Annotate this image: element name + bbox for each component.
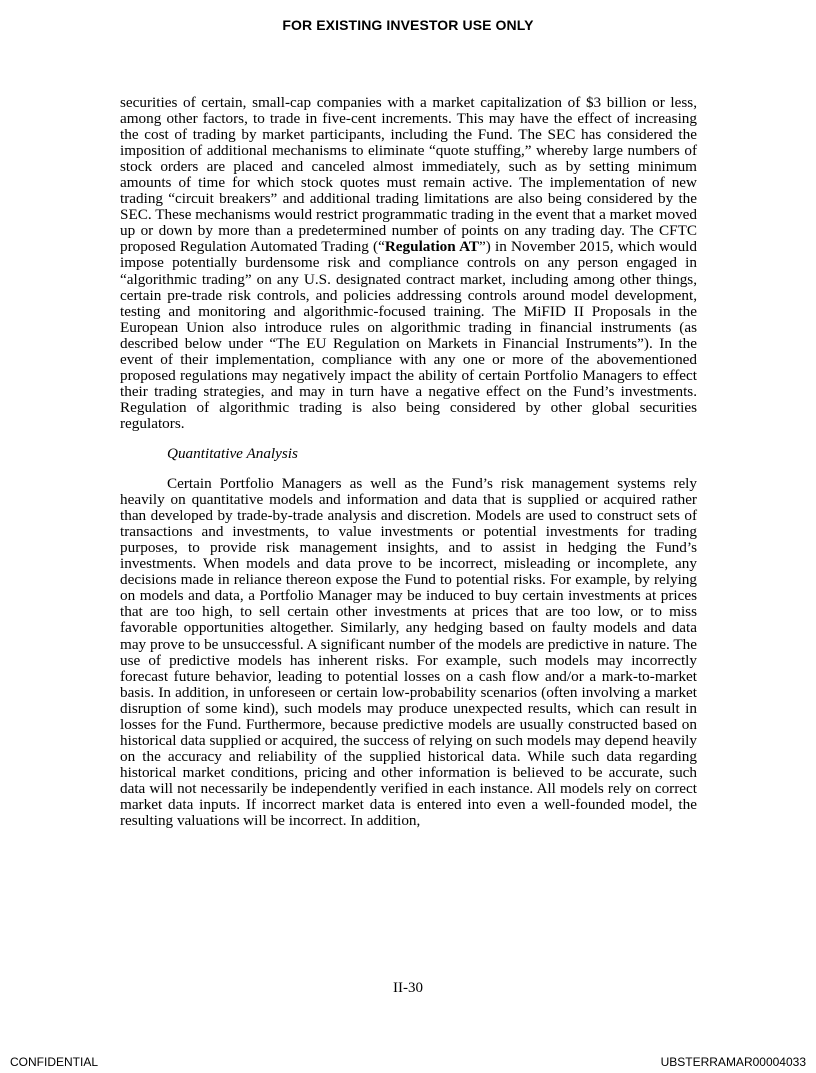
paragraph-text: ”) in November 2015, which would impose potentially burdensome risk and compliance controls on any person engaged in “algorithmic trading” on any U.S. designated contract market, including among other things, certain pre-trade risk controls, and policies addressing controls around model development, testing and monitoring and algorithmic-focused training. The MiFID II Proposals in the European Union also introduce rules on algorithmic trading in financial instruments (as described below under “The EU Regulation on Markets in Financial Instruments”). In the event of their implementation, compliance with any one or more of the abovementioned proposed regulations may negatively impact the ability of certain Portfolio Managers to effect their trading strategies, and may in turn have a negative effect on the Fund’s investments. Regulation of algorithmic trading is also being considered by other global securities regulators. [120,238,697,432]
bold-term: Regulation AT [384,238,480,256]
page-header: FOR EXISTING INVESTOR USE ONLY [282,17,534,33]
bates-number: UBSTERRAMAR00004033 [660,1055,806,1069]
confidential-label: CONFIDENTIAL [10,1055,99,1069]
paragraph-text: securities of certain, small-cap companies with a market capitalization of $3 billion or less, among other factors, to trade in five-cent increments. This may have the effect of increasing the cost of trading by market participants, including the Fund. The SEC has considered the imposition of additional mechanisms to eliminate “quote stuffing,” whereby large numbers of stock orders are placed and canceled almost immediately, such as by setting minimum amounts of time for which stock quotes must remain active. The implementation of new trading “circuit breakers” and additional trading limitations are also being considered by the SEC. These mechanisms would restrict programmatic trading in the event that a market moved up or down by more than a predetermined number of points on any trading day. The CFTC proposed Regulation Automated Trading (“ [120,94,697,256]
document-body [120,95,697,829]
paragraph-algorithmic-trading [120,95,697,432]
section-subheading: Quantitative Analysis [167,444,298,462]
page-number: II-30 [393,980,423,996]
paragraph-quantitative-analysis: Certain Portfolio Managers as well as the Fund’s risk management systems rely heavily on quantitative models and information and data that is supplied or acquired rather than developed by trade-by-trade analysis and discretion. Models are used to construct sets of transactions and investments, to value investments or potential investments for trading purposes, to provide risk management insights, and to assist in hedging the Fund’s investments. When models and data prove to be incorrect, misleading or incomplete, any decisions made in reliance thereon expose the Fund to potential risks. For example, by relying on models and data, a Portfolio Manager may be induced to buy certain investments at prices that are too high, to sell certain other investments at prices that are too low, or to miss favorable opportunities altogether. Similarly, any hedging based on faulty models and data may prove to be unsuccessful. A significant number of the models are predictive in nature. The use of predictive models has inherent risks. For example, such models may incorrectly forecast future behavior, leading to potential losses on a cash flow and/or a mark-to-market basis. In addition, in unforeseen or certain low-probability scenarios (often involving a market disruption of some kind), such models may produce unexpected results, which can result in losses for the Fund. Furthermore, because predictive models are usually constructed based on historical data supplied or acquired, the success of relying on such models may depend heavily on the accuracy and reliability of the supplied historical data. While such data regarding historical market conditions, pricing and other information is believed to be accurate, such data will not necessarily be independently verified in each instance. All models rely on correct market data inputs. If incorrect market data is entered into even a well-founded model, the resulting valuations will be incorrect. In addition, [120,475,697,830]
